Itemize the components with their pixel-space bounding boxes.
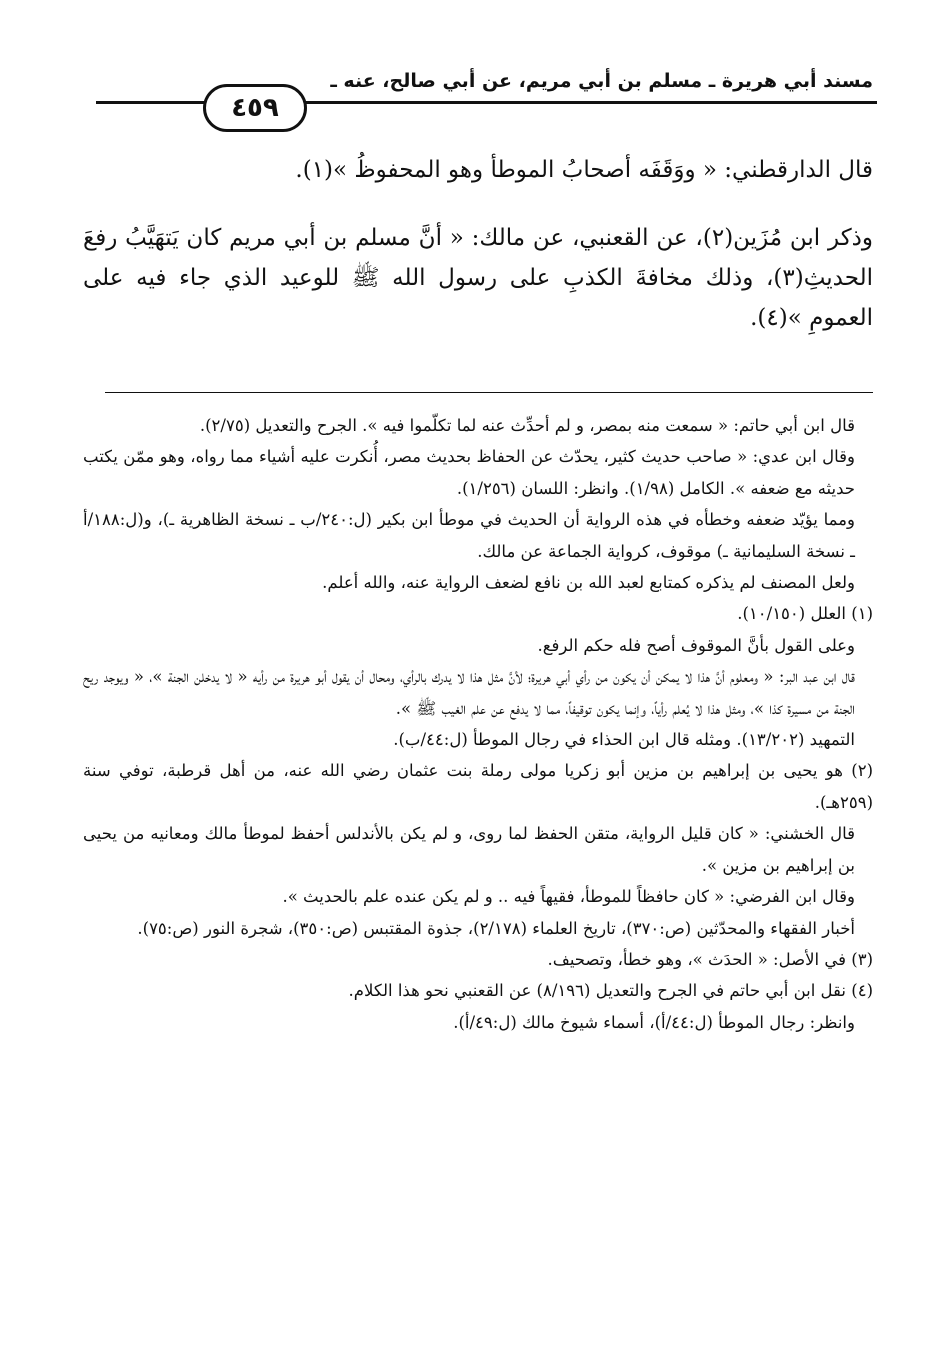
footnote-line: قال ابن عبد البر: « ومعلوم أنَّ هذا لا يمكن أن يكون من رأي أبي هريرة؛ لأنَّ مثل هذا لا يدرك بالرأي، ومحال أن يقول أبو هريرة من رأيه « لا يدخلن الجنة »، « ويوجد ريح الجنة من مسيرة كذا »، ومثل هذا لا يُعلم رأياً، وإنما يكون توقيفاً، مما لا يدفع عن علم الغيب ﷺ ». [83, 667, 855, 718]
main-text-paragraph-2 [83, 218, 873, 338]
footnote-line: قال الخشني: « كان قليل الرواية، متقن الحفظ لما روى، و لم يكن بالأندلس أحفظ لموطأ مالك ومعانيه من يحيى بن إبراهيم بن مزين ». [83, 824, 855, 875]
footnote-line: وانظر: رجال الموطأ (ل:٤٤/أ)، أسماء شيوخ مالك (ل:٤٩/أ). [453, 1012, 855, 1032]
footnote-line: ومما يؤيّد ضعفه وخطأه في هذه الرواية أن الحديث في موطأ ابن بكير (ل:٢٤٠/ب ـ نسخة الظاهرية ـ)، و(ل:١٨٨/أ ـ نسخة السليمانية ـ) موقوف، كرواية الجماعة عن مالك. [83, 510, 855, 561]
footnotes [83, 410, 873, 1038]
footnote-line: قال ابن أبي حاتم: « سمعت منه بمصر، و لم أحدِّث عنه لما تكلّموا فيه ». الجرح والتعديل (٢/٧٥). [199, 416, 855, 435]
page-number-frame [203, 84, 307, 132]
page-number: ٤٥٩ [231, 93, 279, 123]
footnote-line: (١) العلل (١٠/١٥٠). [737, 604, 873, 624]
footnote-line: وقال ابن الفرضي: « كان حافظاً للموطأ، فقيهاً فيه .. و لم يكن عنده علم بالحديث ». [282, 887, 855, 907]
footnote-line: ولعل المصنف لم يذكره كمتابع لعبد الله بن نافع لضعف الرواية عنه، والله أعلم. [322, 573, 855, 593]
footnote-line: (٣) في الأصل: « الحدَث »، وهو خطأ، وتصحيف. [547, 949, 873, 969]
footnote-line: (٢) هو يحيى بن إبراهيم بن مزين أبو زكريا مولى رملة بنت عثمان رضي الله عنه، من أهل قرطبة، توفي سنة (٢٥٩هـ). [83, 761, 873, 812]
main-paragraph: وذكر ابن مُزَين(٢)، عن القعنبي، عن مالك: « أنَّ مسلم بن أبي مريم كان يَتهَيَّبُ رفعَ الحديثِ(٣)، وذلك مخافةَ الكذبِ على رسول الله ﷺ للوعيد الذي جاء فيه على العمومِ »(٤). [83, 225, 873, 331]
footnote-line: وقال ابن عدي: « صاحب حديث كثير، يحدّث عن الحفاظ بحديث مصر، أُنكرت عليه أشياء مما رواه، وهو ممّن يكتب حديثه مع ضعفه ». الكامل (١/٩٨). وانظر: اللسان (١/٢٥٦). [83, 447, 855, 498]
footnote-divider [105, 392, 873, 393]
footnote-line: وعلى القول بأنَّ الموقوف أصح فله حكم الرفع. [537, 635, 855, 655]
footnote-line: أخبار الفقهاء والمحدّثين (ص:٣٧٠)، تاريخ العلماء (٢/١٧٨)، جذوة المقتبس (ص:٣٥٠)، شجرة النور (ص:٧٥). [137, 918, 855, 938]
footnote-line: (٤) نقل ابن أبي حاتم في الجرح والتعديل (٨/١٩٦) عن القعنبي نحو هذا الكلام. [348, 981, 873, 1001]
running-title: مسند أبي هريرة ـ مسلم بن أبي مريم، عن أبي صالح، عنه ـ [330, 70, 873, 92]
main-paragraph: قال الدارقطني: « ووَقَفَه أصحابُ الموطأ وهو المحفوظُ »(١). [295, 157, 873, 183]
footnote-line: التمهيد (١٣/٢٠٢). ومثله قال ابن الحذاء في رجال الموطأ (ل:٤٤/ب). [393, 730, 855, 750]
main-text-paragraph-1 [83, 150, 873, 190]
